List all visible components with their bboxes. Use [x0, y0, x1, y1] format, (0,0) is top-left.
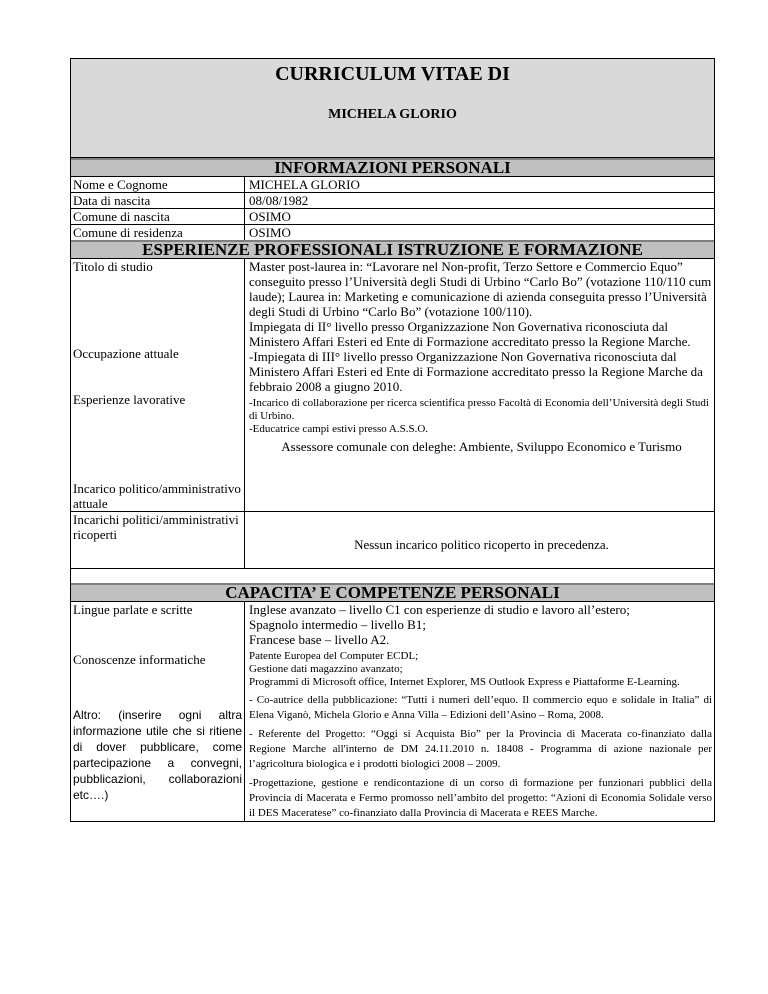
cv-title: CURRICULUM VITAE DI: [275, 63, 510, 85]
informatica-item: Patente Europea del Computer ECDL;: [249, 650, 419, 662]
esperienze-item: -Incarico di collaborazione per ricerca scientifica presso Facoltà di Economia dell’Università degli Studi di Urbino.: [249, 397, 709, 422]
cv-header: [71, 59, 714, 158]
occupazione-value: Impiegata di II° livello presso Organizzazione Non Governativa riconosciuta dal Ministero Affari Esteri ed Ente di Formazione accreditato presso la Regione Marche.: [249, 319, 691, 349]
lingue-item: Spagnolo intermedio – livello B1;: [249, 617, 426, 632]
esperienze-value: -Impiegata di III° livello presso Organizzazione Non Governativa riconosciuta dal Ministero Affari Esteri ed Ente di Formazione accreditato presso la Regione Marche da febbraio 2008 a giugno 2010.: [249, 349, 703, 394]
altro-item: - Co-autrice della pubblicazione: “Tutti i numeri dell’equo. Il commercio equo e solidale in Italia” di Elena Viganò, Michela Glorio e Anna Villa – Edizioni dell’Asino – Roma, 2008.: [249, 694, 712, 721]
row-label: Comune di residenza: [71, 225, 245, 240]
cv-document: [70, 58, 715, 822]
titolo-value: Master post-laurea in: “Lavorare nel Non-profit, Terzo Settore e Commercio Equo” conseguito presso l’Università degli Studi di Urbino “Carlo Bo” (votazione 110/110 cum laude); Laurea in: Marketing e comunicazione di azienda conseguita presso l’Università degli Studi di Urbino “Carlo Bo” (votazione 100/110).: [249, 259, 712, 319]
titolo-label: Titolo di studio: [73, 259, 153, 274]
row-label: Nome e Cognome: [71, 177, 245, 192]
esperienze-label: Esperienze lavorative: [73, 392, 186, 407]
row-value: MICHELA GLORIO: [249, 177, 360, 192]
incarichi-value: Nessun incarico politico ricoperto in precedenza.: [354, 537, 609, 552]
cv-name: MICHELA GLORIO: [328, 107, 457, 122]
table-row: [71, 209, 714, 225]
altro-label: Altro: (inserire ogni altra informazione utile che si ritiene di dover pubblicare, come partecipazione a convegni, pubblicazioni, collaborazioni etc….): [73, 708, 242, 802]
table-row: [71, 511, 714, 569]
row-value: 08/08/1982: [249, 193, 309, 208]
incarichi-label: Incarichi politici/amministrativi ricoperti: [71, 512, 245, 568]
row-label: Data di nascita: [71, 193, 245, 208]
occupazione-label: Occupazione attuale: [73, 346, 179, 361]
altro-item: - Referente del Progetto: “Oggi si Acquista Bio” per la Provincia di Macerata co-finanziato dalla Regione Marche all'interno de DM 24.11.2010 n. 18408 - Programma di azione nazionale per l’agricoltura biologica e i prodotti biologici 2008 – 2009.: [249, 728, 712, 770]
table-row: [71, 259, 714, 511]
row-label: Comune di nascita: [71, 209, 245, 224]
section-experience-title: ESPERIENZE PROFESSIONALI ISTRUZIONE E FORMAZIONE: [71, 240, 714, 259]
lingue-label: Lingue parlate e scritte: [73, 602, 193, 617]
row-value: OSIMO: [249, 209, 291, 224]
informatica-item: Programmi di Microsoft office, Internet Explorer, MS Outlook Express e Piattaforme E-Learning.: [249, 676, 680, 688]
incarico-label: Incarico politico/amministrativo attuale: [73, 481, 241, 511]
section-personal-title: INFORMAZIONI PERSONALI: [71, 158, 714, 177]
altro-item: -Progettazione, gestione e rendicontazione di un corso di formazione per funzionari pubblici della Provincia di Macerata e Fermo promosso nell’ambito del progetto: “Azioni di Economia Solidale verso il DES Maceratese” co-finanziato dalla Provincia di Macerata e REES Marche.: [249, 777, 712, 819]
table-row: [71, 177, 714, 193]
incarico-value: Assessore comunale con deleghe: Ambiente, Sviluppo Economico e Turismo: [281, 439, 682, 454]
lingue-item: Inglese avanzato – livello C1 con esperienze di studio e lavoro all’estero;: [249, 602, 630, 617]
informatica-label: Conoscenze informatiche: [73, 652, 206, 667]
personal-info-table: [71, 177, 714, 240]
lingue-item: Francese base – livello A2.: [249, 632, 390, 647]
informatica-item: Gestione dati magazzino avanzato;: [249, 663, 403, 675]
table-row: [71, 193, 714, 209]
section-skills-title: CAPACITA’ E COMPETENZE PERSONALI: [71, 583, 714, 602]
row-value: OSIMO: [249, 225, 291, 240]
esperienze-item: -Educatrice campi estivi presso A.S.S.O.: [249, 423, 429, 435]
table-row: [71, 225, 714, 240]
table-row: [71, 602, 714, 821]
